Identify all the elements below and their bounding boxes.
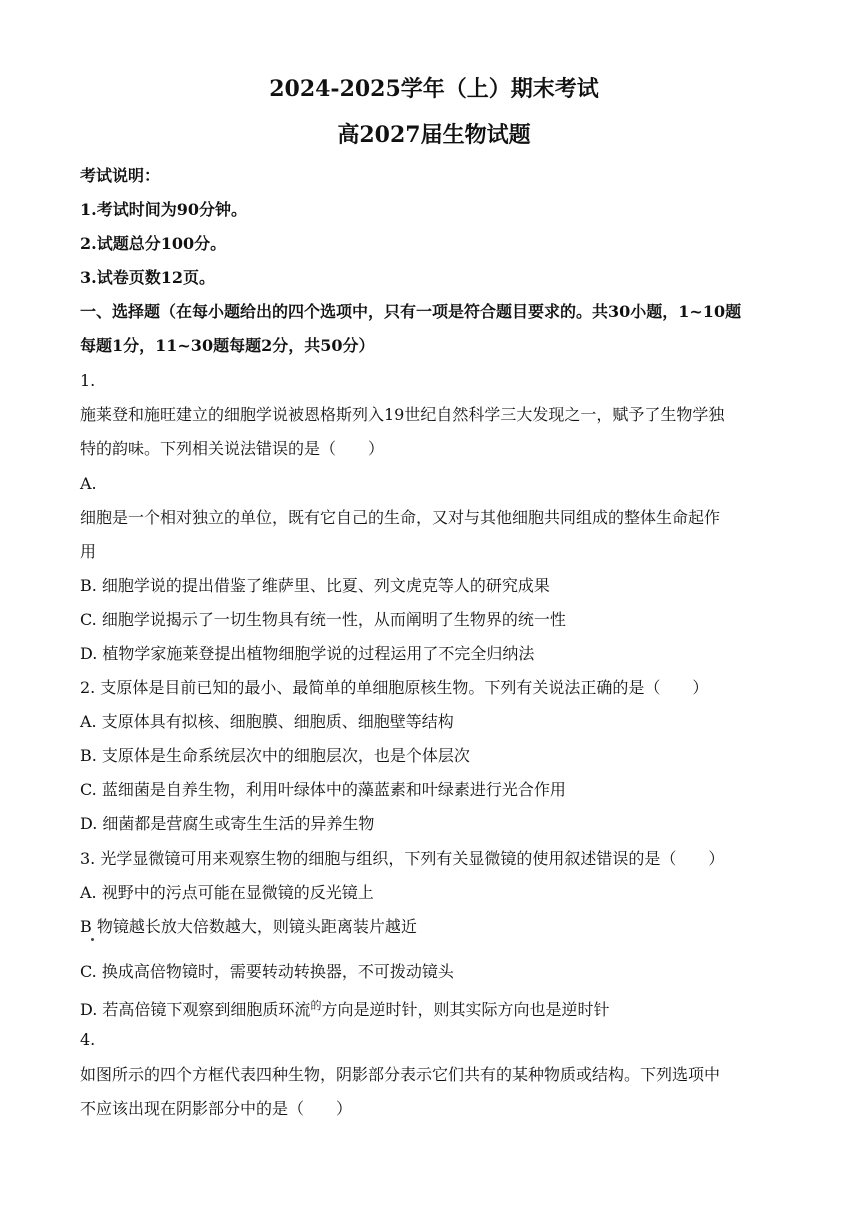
option-label: A. <box>80 474 97 493</box>
option-text-part: D. 若高倍镜下观察到细胞质环流 <box>80 1000 311 1019</box>
option-text: D. 植物学家施莱登提出植物细胞学说的过程运用了不完全归纳法 <box>80 644 535 663</box>
stray-dot <box>91 938 94 941</box>
section-heading: 一、选择题（在每小题给出的四个选项中，只有一项是符合题目要求的。共30小题，1~10题 <box>80 302 742 321</box>
superscript-char: 的 <box>310 999 322 1012</box>
question-number: 4. <box>80 1030 96 1049</box>
question-stem: 施莱登和施旺建立的细胞学说被恩格斯列入19世纪自然科学三大发现之一，赋予了生物学独 <box>80 405 725 424</box>
question-stem: 不应该出现在阴影部分中的是（ ） <box>80 1099 353 1118</box>
exam-subtitle: 高2027届生物试题 <box>337 122 531 148</box>
question-number: 1. <box>80 371 96 390</box>
question-stem: 2. 支原体是目前已知的最小、最简单的单细胞原核生物。下列有关说法正确的是（ ） <box>80 678 709 697</box>
option-text: C. 细胞学说揭示了一切生物具有统一性，从而阐明了生物界的统一性 <box>80 610 566 629</box>
option-text: B 物镜越长放大倍数越大，则镜头距离装片越近 <box>80 917 417 936</box>
question-stem: 特的韵味。下列相关说法错误的是（ ） <box>80 439 385 458</box>
option-text: B. 细胞学说的提出借鉴了维萨里、比夏、列文虎克等人的研究成果 <box>80 576 550 595</box>
section-heading-cont: 每题1分，11~30题每题2分，共50分） <box>80 336 375 355</box>
question-stem: 3. 光学显微镜可用来观察生物的细胞与组织，下列有关显微镜的使用叙述错误的是（ ） <box>80 849 725 868</box>
option-text: 细胞是一个相对独立的单位，既有它自己的生命，又对与其他细胞共同组成的整体生命起作 <box>80 508 721 527</box>
option-text: C. 蓝细菌是自养生物，利用叶绿体中的藻蓝素和叶绿素进行光合作用 <box>80 780 566 799</box>
option-text: C. 换成高倍物镜时，需要转动转换器，不可拨动镜头 <box>80 962 454 981</box>
option-text: B. 支原体是生命系统层次中的细胞层次，也是个体层次 <box>80 746 470 765</box>
exam-title: 2024-2025学年（上）期末考试 <box>269 76 599 102</box>
instruction-item: 3.试卷页数12页。 <box>80 268 215 287</box>
instruction-item: 2.试题总分100分。 <box>80 234 227 253</box>
option-text-part: 方向是逆时针，则其实际方向也是逆时针 <box>321 1000 610 1019</box>
option-text: 用 <box>80 542 97 561</box>
option-text: D. 细菌都是营腐生或寄生生活的异养生物 <box>80 814 375 833</box>
instructions-heading: 考试说明： <box>80 166 161 185</box>
option-text <box>80 995 790 1021</box>
instruction-item: 1.考试时间为90分钟。 <box>80 200 247 219</box>
question-stem: 如图所示的四个方框代表四种生物，阴影部分表示它们共有的某种物质或结构。下列选项中 <box>80 1065 721 1084</box>
option-text: A. 视野中的污点可能在显微镜的反光镜上 <box>80 883 374 902</box>
option-text: A. 支原体具有拟核、细胞膜、细胞质、细胞壁等结构 <box>80 712 454 731</box>
